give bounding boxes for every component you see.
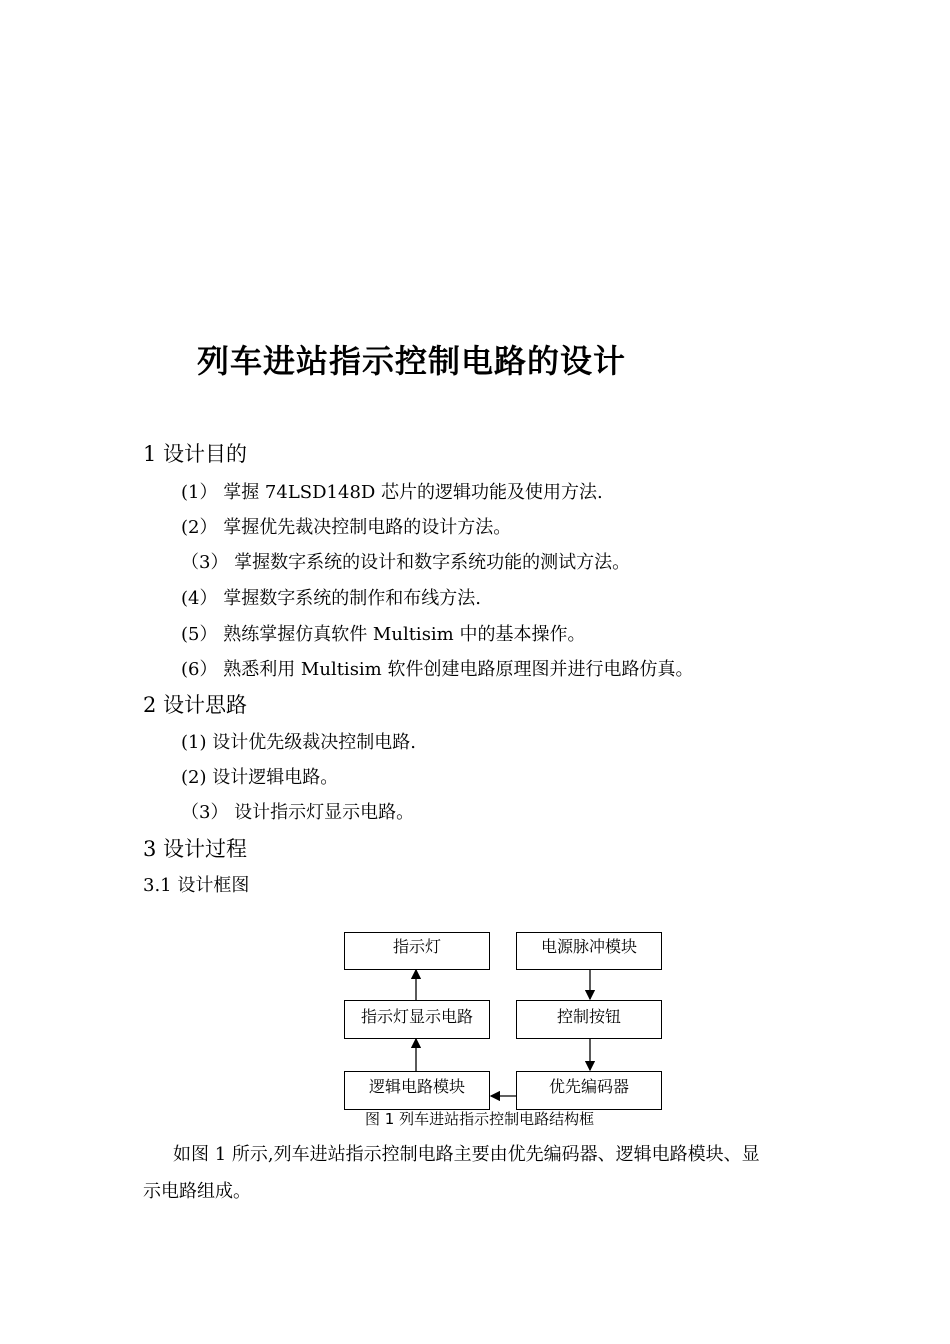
list-item: (5） 熟练掌握仿真软件 Multisim 中的基本操作。 (181, 624, 586, 645)
section-heading-1: 1 设计目的 (143, 442, 248, 466)
list-item: （3） 设计指示灯显示电路。 (181, 802, 415, 823)
figure-caption: 图 1 列车进站指示控制电路结构框 (365, 1110, 595, 1128)
section-heading-3: 3 设计过程 (143, 837, 248, 861)
box-indicator: 指示灯 (344, 932, 490, 970)
box-control-button: 控制按钮 (516, 1000, 662, 1039)
box-logic-module: 逻辑电路模块 (344, 1071, 490, 1110)
document-title: 列车进站指示控制电路的设计 (197, 342, 627, 380)
list-item: (1） 掌握 74LSD148D 芯片的逻辑功能及使用方法. (181, 482, 603, 503)
list-item: (4） 掌握数字系统的制作和布线方法. (181, 588, 481, 609)
list-item: (2) 设计逻辑电路。 (181, 767, 339, 788)
paragraph-line-2: 示电路组成。 (143, 1181, 251, 1202)
box-power-pulse: 电源脉冲模块 (516, 932, 662, 970)
subsection-heading: 3.1 设计框图 (143, 875, 250, 896)
paragraph-line-1: 如图 1 所示,列车进站指示控制电路主要由优先编码器、逻辑电路模块、显 (173, 1144, 760, 1165)
list-item: （3） 掌握数字系统的设计和数字系统功能的测试方法。 (181, 552, 631, 573)
list-item: (6） 熟悉利用 Multisim 软件创建电路原理图并进行电路仿真。 (181, 659, 694, 680)
block-diagram (330, 920, 680, 1130)
section-heading-2: 2 设计思路 (143, 693, 248, 717)
box-priority-encoder: 优先编码器 (516, 1071, 662, 1110)
list-item: (1) 设计优先级裁决控制电路. (181, 732, 416, 753)
box-display-circuit: 指示灯显示电路 (344, 1000, 490, 1039)
list-item: (2） 掌握优先裁决控制电路的设计方法。 (181, 517, 512, 538)
body-paragraph (143, 1136, 823, 1210)
